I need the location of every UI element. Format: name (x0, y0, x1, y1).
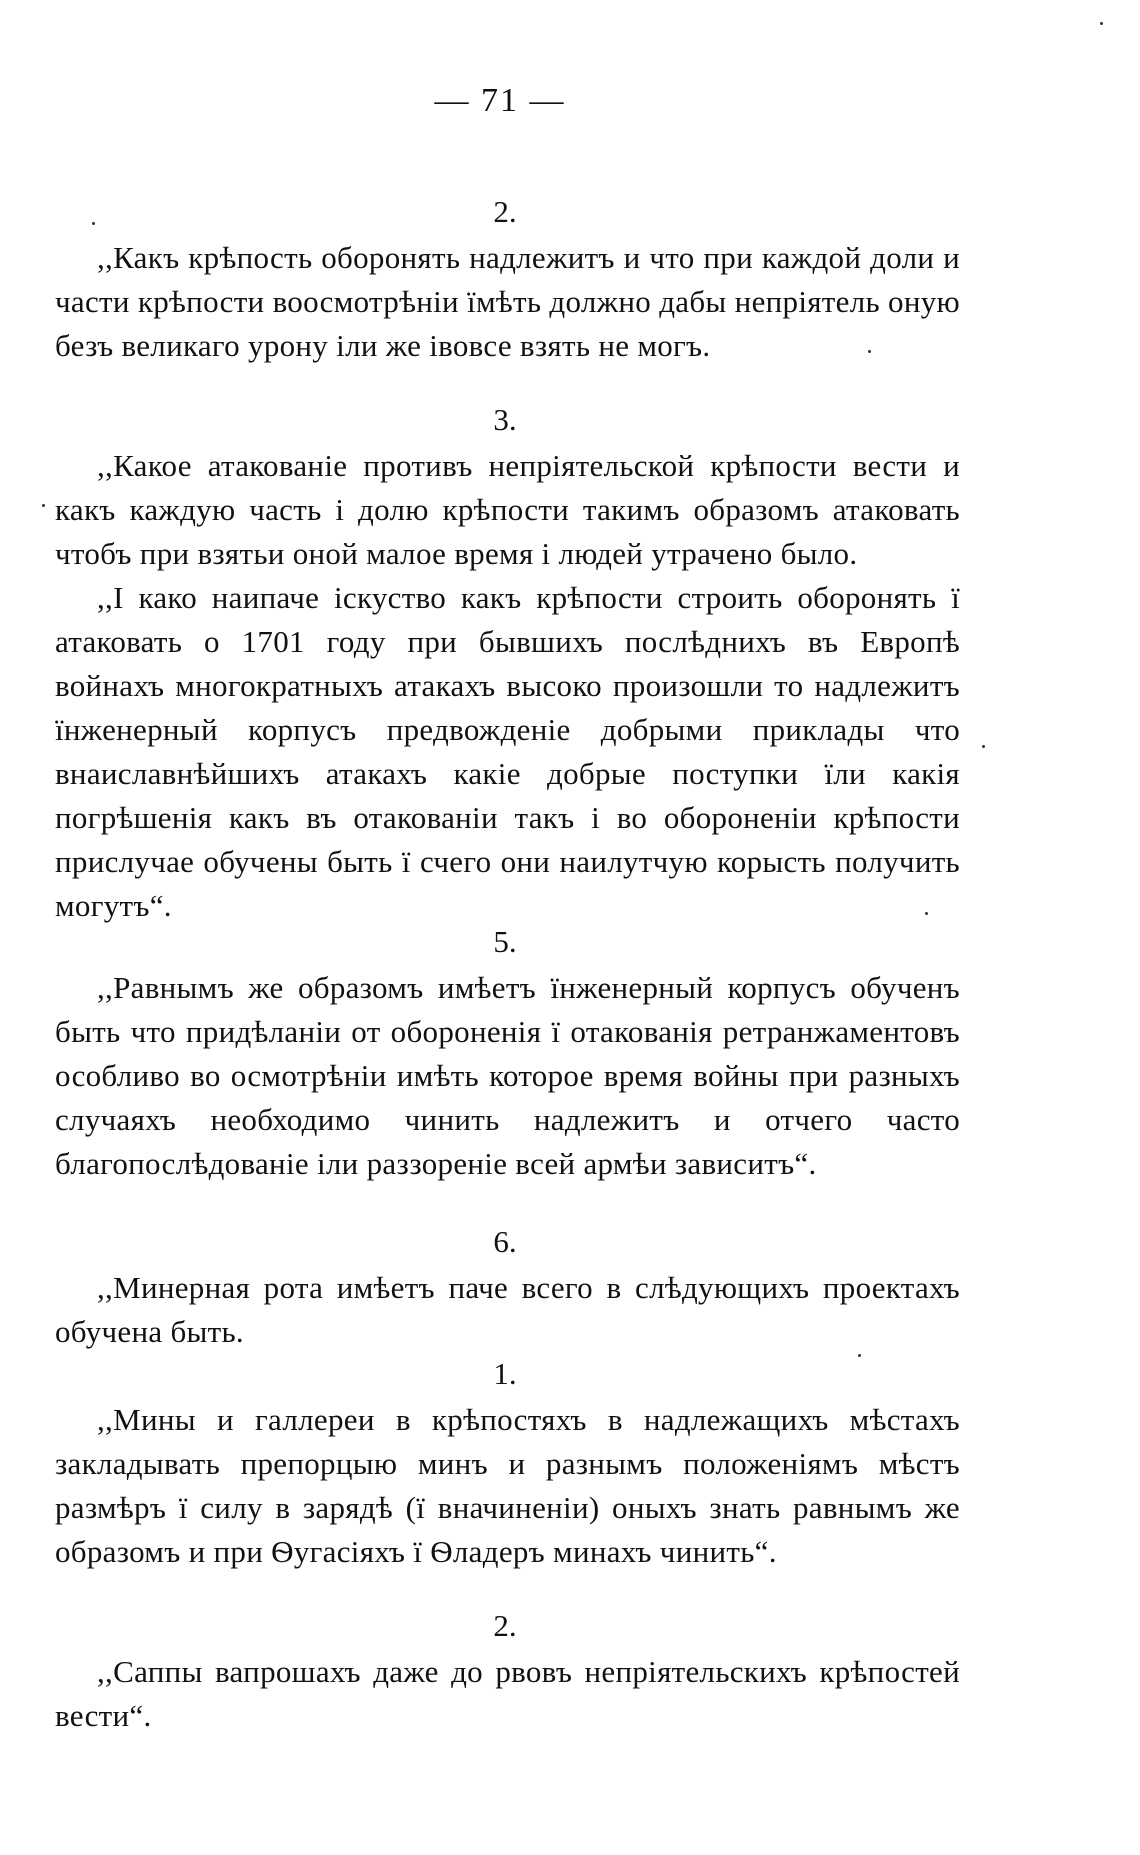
print-speck (925, 912, 928, 915)
section-number: 6. (493, 1224, 517, 1259)
section-number: 3. (493, 402, 517, 437)
paragraph: ,,Мины и галлереи в крѣпостяхъ в надлежащихъ мѣстахъ закладывать препорцыю минъ и разнымъ положеніямъ мѣстъ размѣръ ї силу в зарядѣ (ї вначиненіи) оныхъ знать равнымъ же образомъ и при Ѳугасіяхъ ї Ѳладеръ минахъ чинить“. (55, 1402, 960, 1569)
section-number: 5. (493, 924, 517, 959)
paragraph: ,,Какое атакованіе противъ непріятельской крѣпости вести и какъ каждую часть і долю крѣпости такимъ образомъ атаковать чтобъ при взятьи оной малое время і людей утрачено было. (55, 448, 960, 571)
print-speck (858, 1354, 861, 1357)
section-number: 1. (493, 1356, 517, 1391)
print-speck (868, 350, 871, 353)
paragraph: ,,Саппы вапрошахъ даже до рвовъ непріятельскихъ крѣпостей вести“. (55, 1654, 960, 1733)
page-number: — 71 — (434, 82, 566, 119)
print-speck (1100, 22, 1103, 25)
paragraph: ,,Какъ крѣпость оборонять надлежитъ и что при каждой доли и части крѣпости воосмотрѣніи їмѣть должно дабы непріятель оную безъ великаго урону іли же івовсе взять не могъ. (55, 240, 960, 363)
section-number: 2. (493, 1608, 517, 1643)
print-speck (982, 745, 985, 748)
paragraph: ,,I како наипаче іскуство какъ крѣпости строить оборонять ї атаковать о 1701 году при бывшихъ послѣднихъ въ Европѣ войнахъ многократныхъ атакахъ высоко произошли то надлежитъ їнженерный корпусъ предвожденіе добрыми приклады что внаиславнѣйшихъ атакахъ какіе добрые поступки їли какія погрѣшенія какъ въ отакованіи такъ і во обороненіи крѣпости прислучае обучены быть ї счего они наилутчую корысть получить могутъ“. (55, 580, 960, 923)
section-number: 2. (493, 194, 517, 229)
print-speck (92, 222, 95, 225)
paragraph: ,,Равнымъ же образомъ имѣетъ їнженерный корпусъ обученъ быть что придѣланіи от обороненія ї отакованія ретранжаментовъ особливо во осмотрѣніи имѣть которое время войны при разныхъ случаяхъ необходимо чинить надлежитъ и отчего часто благопослѣдованіе іли раззореніе всей армѣи зависитъ“. (55, 970, 960, 1181)
print-speck (42, 504, 45, 507)
paragraph: ,,Минерная рота имѣетъ паче всего в слѣдующихъ проектахъ обучена быть. (55, 1270, 960, 1349)
